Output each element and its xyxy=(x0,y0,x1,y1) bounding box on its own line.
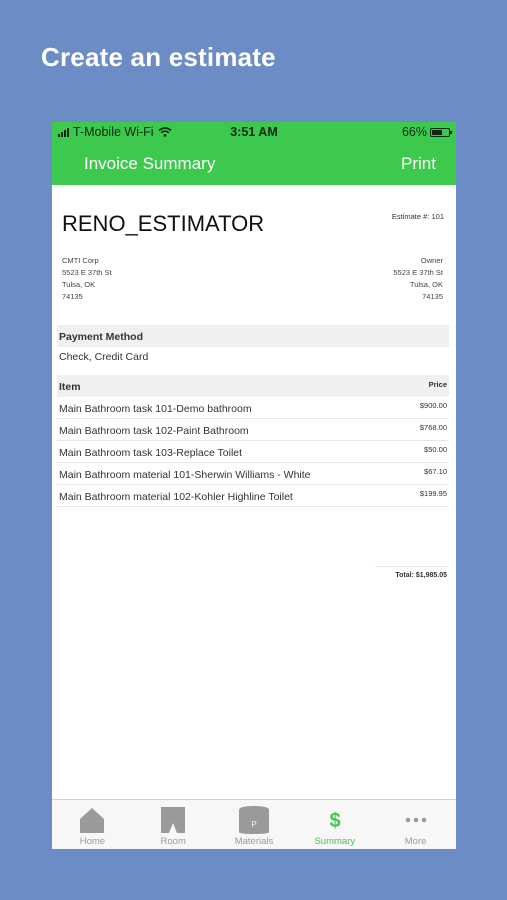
line-item xyxy=(57,419,449,441)
tab-bar xyxy=(52,799,456,849)
line-items xyxy=(57,397,449,507)
home-icon xyxy=(78,806,106,834)
line-item-price: $768.00 xyxy=(419,423,447,432)
svg-text:P: P xyxy=(251,820,257,829)
more-icon xyxy=(404,816,428,824)
total-section xyxy=(375,566,449,579)
from-address xyxy=(62,255,112,303)
line-item-name: Main Bathroom material 101-Sherwin Williams - White xyxy=(59,469,311,481)
payment-method-header xyxy=(57,325,449,347)
battery-percent: 66% xyxy=(401,125,427,139)
company-name: RENO_ESTIMATOR xyxy=(62,211,265,236)
tab-more[interactable] xyxy=(376,800,456,849)
print-button[interactable]: Print xyxy=(401,153,436,173)
phone-screen xyxy=(52,122,456,849)
to-name: Owner xyxy=(420,256,443,265)
total-amount: Total: $1,985.05 xyxy=(395,572,447,579)
tab-label: Materials xyxy=(234,836,274,847)
to-street: 5523 E 37th St xyxy=(393,268,443,277)
tab-summary[interactable] xyxy=(295,800,375,849)
price-column-header: Price xyxy=(428,380,447,389)
signal-icon xyxy=(58,127,69,137)
line-item-name: Main Bathroom task 103-Replace Toilet xyxy=(59,447,243,459)
clock: 3:51 AM xyxy=(230,125,278,139)
from-zip: 74135 xyxy=(62,292,83,301)
payment-method-label: Payment Method xyxy=(59,331,144,343)
tab-label: Home xyxy=(79,836,106,847)
line-item-price: $900.00 xyxy=(419,401,447,410)
line-item xyxy=(57,397,449,419)
nav-title: Invoice Summary xyxy=(84,153,216,173)
tab-label: More xyxy=(404,836,427,847)
line-item-name: Main Bathroom task 102-Paint Bathroom xyxy=(59,425,249,437)
nav-bar xyxy=(52,142,456,185)
promo-title: Create an estimate xyxy=(41,42,276,72)
to-city: Tulsa, OK xyxy=(409,280,443,289)
line-item xyxy=(57,485,449,507)
battery-icon xyxy=(430,128,450,137)
item-column-header: Item xyxy=(59,381,81,393)
line-item xyxy=(57,441,449,463)
wifi-icon xyxy=(158,127,172,137)
materials-icon xyxy=(238,805,270,835)
to-address xyxy=(393,255,443,303)
line-item xyxy=(57,463,449,485)
svg-text:$: $ xyxy=(329,810,341,832)
room-icon xyxy=(160,806,186,834)
line-item-name: Main Bathroom material 102-Kohler Highline Toilet xyxy=(59,491,293,503)
line-item-name: Main Bathroom task 101-Demo bathroom xyxy=(59,403,252,415)
dollar-icon xyxy=(327,808,343,832)
to-zip: 74135 xyxy=(422,292,443,301)
line-item-price: $199.95 xyxy=(419,489,447,498)
from-name: CMTI Corp xyxy=(62,256,99,265)
from-street: 5523 E 37th St xyxy=(62,268,112,277)
payment-method-value: Check, Credit Card xyxy=(59,351,149,363)
from-city: Tulsa, OK xyxy=(62,280,96,289)
tab-home[interactable] xyxy=(52,800,132,849)
carrier-label: T-Mobile Wi-Fi xyxy=(73,125,154,139)
tab-label: Summary xyxy=(314,836,356,847)
line-item-price: $67.10 xyxy=(424,467,447,476)
tab-materials[interactable] xyxy=(214,800,294,849)
tab-label: Room xyxy=(160,836,186,847)
estimate-number: Estimate #: 101 xyxy=(391,212,444,221)
status-bar xyxy=(52,122,456,142)
tab-room[interactable] xyxy=(133,800,213,849)
items-header xyxy=(57,375,449,397)
line-item-price: $50.00 xyxy=(424,445,447,454)
